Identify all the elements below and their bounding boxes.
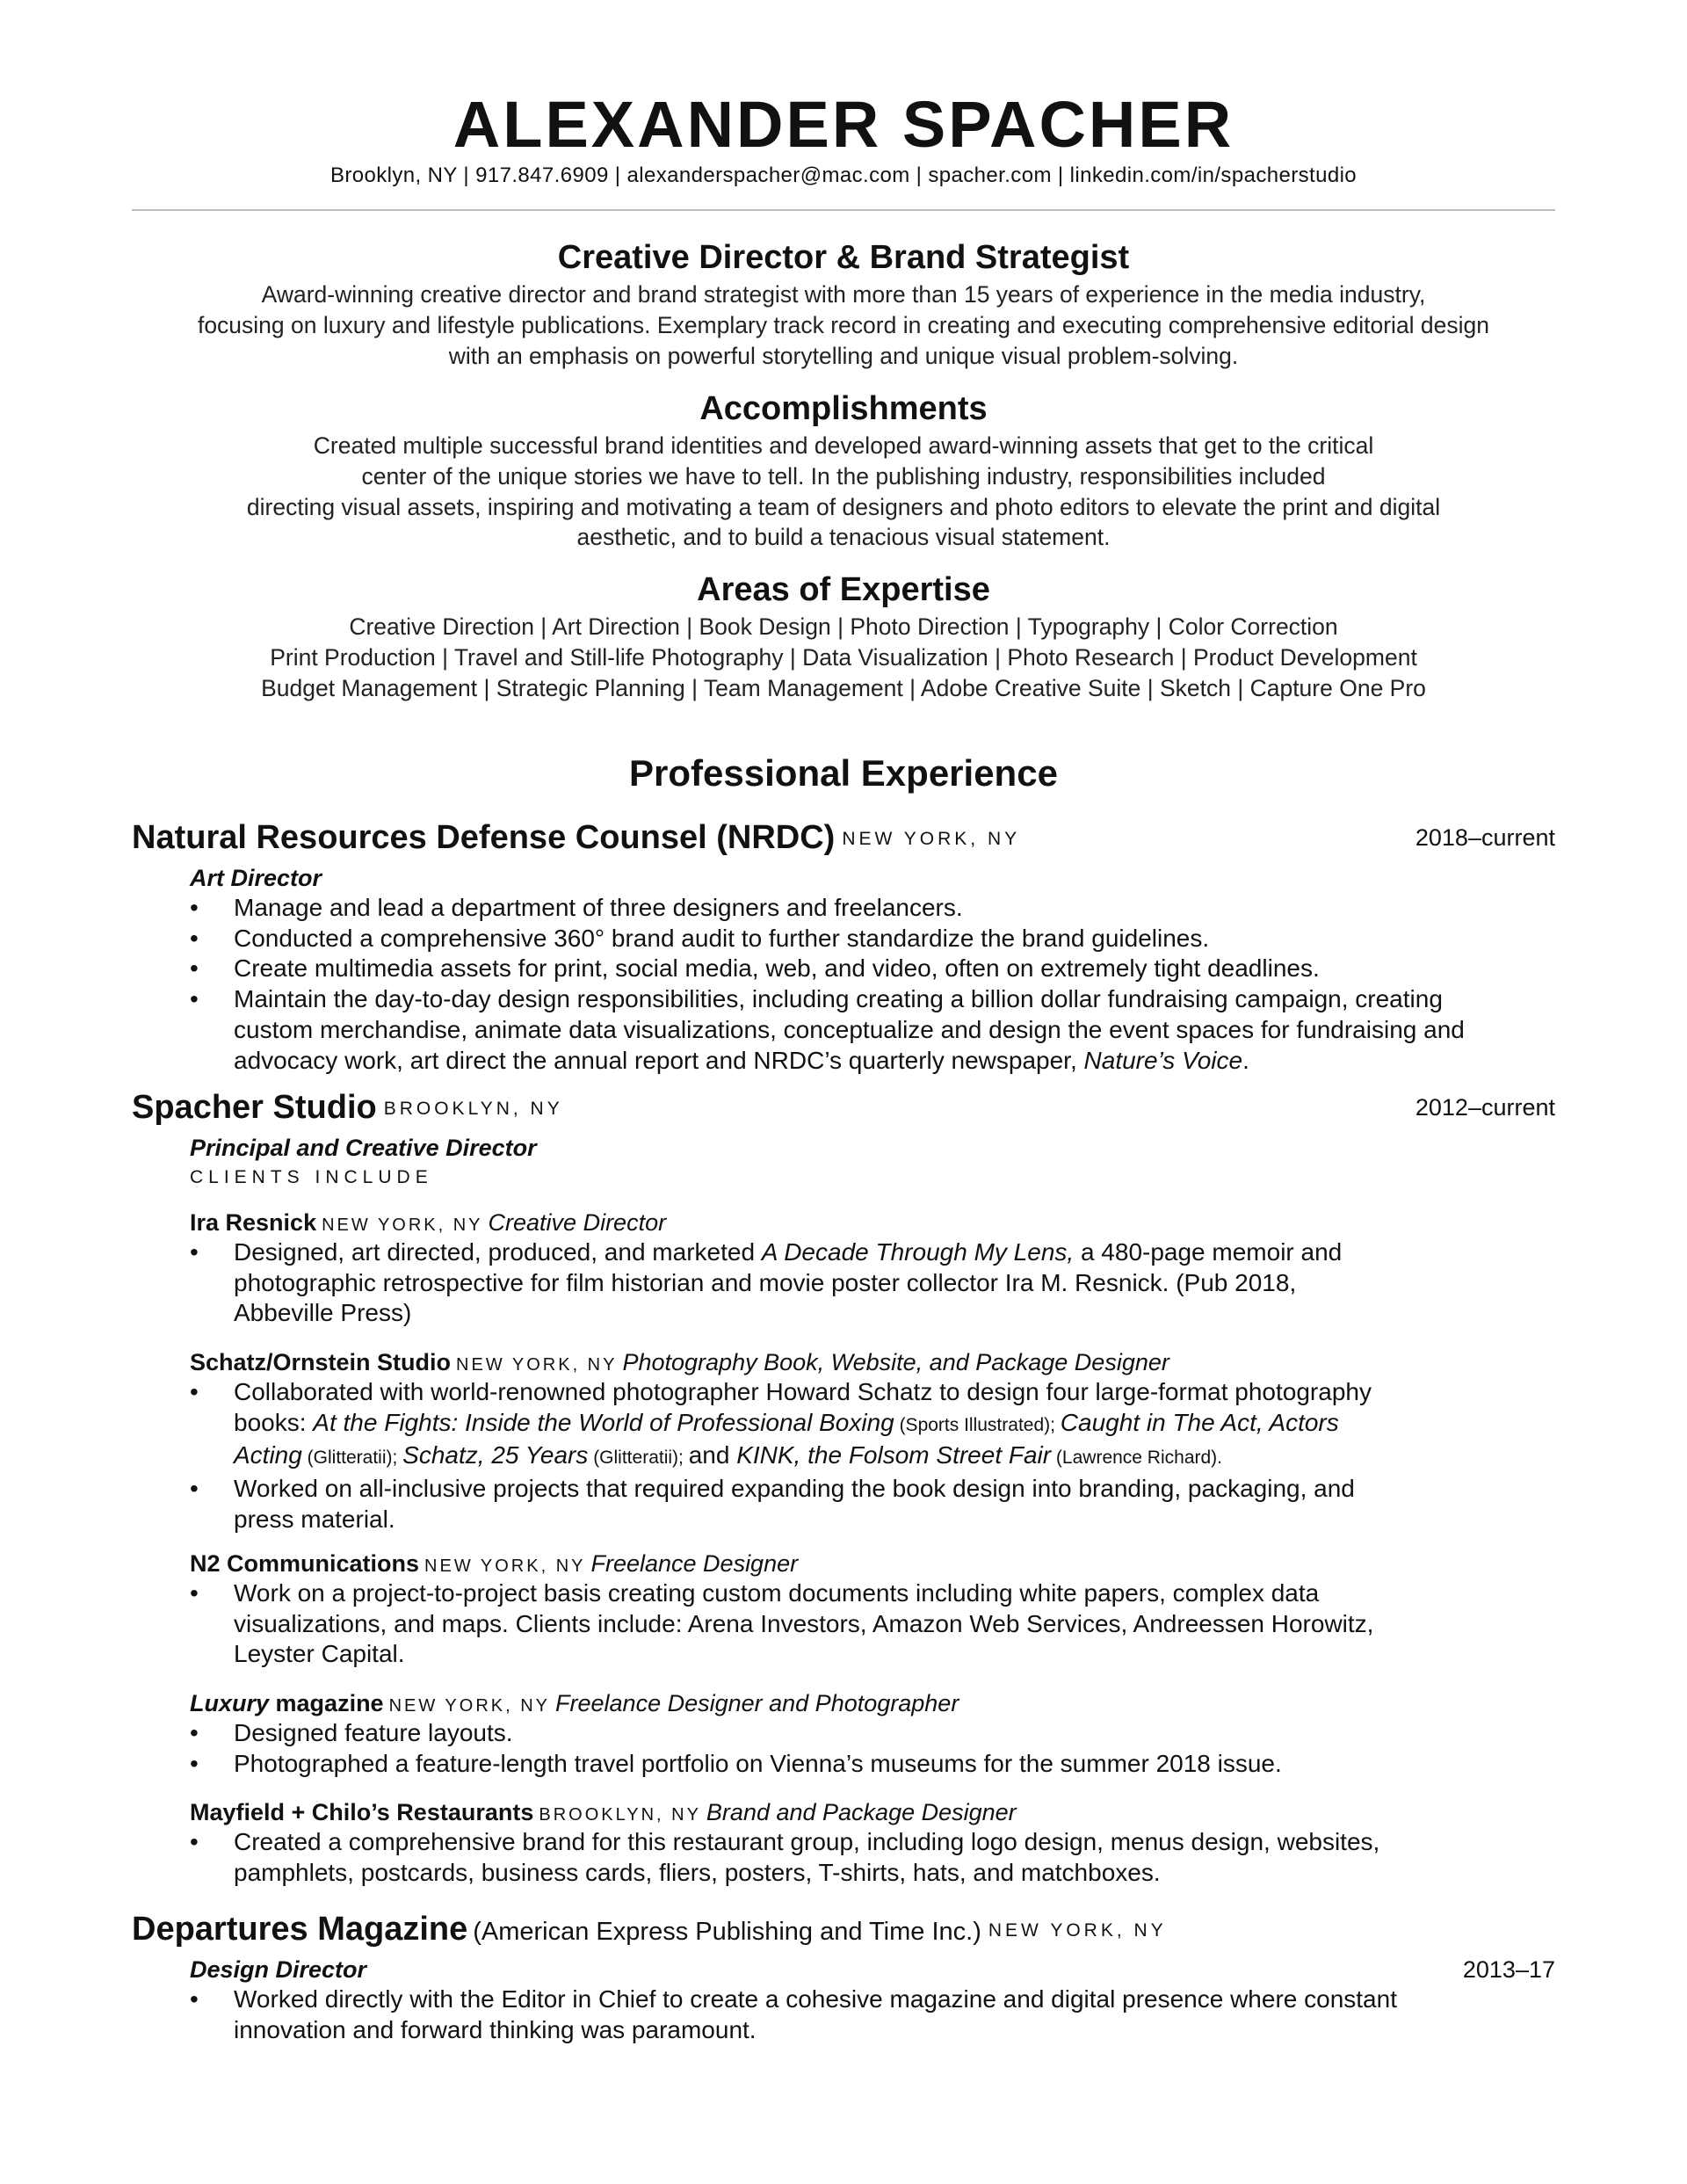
client-n2-communications: N2 Communications NEW YORK, NY Freelance Designer xyxy=(190,1550,799,1577)
bullet-icon: • xyxy=(190,1378,199,1405)
clients-label: CLIENTS INCLUDE xyxy=(190,1167,433,1187)
bullet-item: • Worked on all-inclusive projects that required expanding the book design into branding, packaging, and press material. xyxy=(190,1475,1355,1533)
bullet-item: • Designed, art directed, produced, and marketed A Decade Through My Lens, a 480-page memoir and photographic retrospective for film historian and movie poster collector Ira M. Resnick. (Pub 2018, Abbeville Press) xyxy=(190,1238,1343,1327)
client-luxury-bullets xyxy=(185,1718,1282,1779)
accomplishments-line: Created multiple successful brand identities and developed award-winning assets that get to the critical xyxy=(313,432,1374,459)
org-name: Departures Magazine xyxy=(132,1911,468,1948)
summary-line: Award-winning creative director and brand strategist with more than 15 years of experience in the media industry, xyxy=(261,281,1426,308)
accomplishments-line: directing visual assets, inspiring and motivating a team of designers and photo editors to elevate the print and digital xyxy=(246,493,1441,520)
summary-line: with an emphasis on powerful storytelling and unique visual problem-solving. xyxy=(448,342,1239,369)
accomplishments-text xyxy=(0,431,1687,553)
expertise-line: Print Production | Travel and Still-life Photography | Data Visualization | Photo Research | Product Development xyxy=(270,643,1417,671)
header-divider xyxy=(132,209,1555,211)
bullet-icon: • xyxy=(190,894,199,921)
bullet-icon: • xyxy=(190,954,199,983)
experience-heading: Professional Experience xyxy=(629,752,1058,794)
bullet-item: • Conducted a comprehensive 360° brand audit to further standardize the brand guidelines. xyxy=(185,924,1465,954)
job-nrdc-org xyxy=(132,816,1020,861)
summary-text xyxy=(0,279,1687,371)
org-location: BROOKLYN, NY xyxy=(383,1099,563,1119)
job-departures-role: Design Director xyxy=(190,1956,367,1983)
bullet-item: • Work on a project-to-project basis creating custom documents including white papers, complex data visualizations, and maps. Clients include: Arena Investors, Amazon Web Services, Andreessen Horowitz, Leyster Capital. xyxy=(190,1579,1374,1668)
client-ira-resnick: Ira Resnick NEW YORK, NY Creative Director xyxy=(190,1209,667,1236)
bullet-icon: • xyxy=(190,924,199,952)
client-n2-bullets xyxy=(185,1578,1373,1670)
bullet-item: • Maintain the day-to-day design responsibilities, including creating a billion dollar fundraising campaign, creating custom merchandise, animate data visualizations, conceptualize and design the event spaces for fundraising and advocacy work, art direct the annual report and NRDC’s quarterly newspaper, Nature’s Voice. xyxy=(190,985,1465,1074)
bullet-icon: • xyxy=(190,1828,199,1855)
client-ira-bullets xyxy=(185,1237,1342,1329)
job-departures-org xyxy=(132,1907,1167,1954)
bullet-item: • Worked directly with the Editor in Chief to create a cohesive magazine and digital presence where constant innovation and forward thinking was paramount. xyxy=(190,1985,1397,2043)
bullet-icon: • xyxy=(190,1579,199,1607)
client-schatz-bullets xyxy=(185,1377,1372,1535)
org-name: Spacher Studio xyxy=(132,1089,377,1126)
job-spacher-role: Principal and Creative Director xyxy=(190,1135,537,1161)
expertise-line: Budget Management | Strategic Planning | Team Management | Adobe Creative Suite | Sketch | Capture One Pro xyxy=(261,674,1426,701)
bullet-icon: • xyxy=(190,1475,199,1503)
contact-line: Brooklyn, NY | 917.847.6909 | alexanderspacher@mac.com | spacher.com | linkedin.com/in/spacherstudio xyxy=(329,163,1358,187)
client-schatz-ornstein: Schatz/Ornstein Studio NEW YORK, NY Photography Book, Website, and Package Designer xyxy=(190,1349,1169,1375)
job-nrdc-bullets xyxy=(185,893,1465,1076)
client-luxury-magazine: Luxury magazine NEW YORK, NY Freelance Designer and Photographer xyxy=(190,1690,959,1716)
bullet-icon: • xyxy=(190,1238,199,1266)
publication-title: Nature’s Voice xyxy=(1083,1046,1243,1074)
org-location: NEW YORK, NY xyxy=(842,829,1021,849)
job-departures-bullets xyxy=(185,1984,1397,2045)
summary-line: focusing on luxury and lifestyle publications. Exemplary track record in creating and executing comprehensive editorial design xyxy=(197,311,1490,338)
bullet-icon: • xyxy=(190,1719,199,1746)
client-mayfield-bullets xyxy=(185,1827,1379,1888)
expertise-heading: Areas of Expertise xyxy=(697,571,990,608)
bullet-item: • Designed feature layouts. xyxy=(185,1718,1282,1749)
bullet-item: • Create multimedia assets for print, social media, web, and video, often on extremely tight deadlines. xyxy=(185,954,1465,984)
org-location: NEW YORK, NY xyxy=(988,1920,1167,1941)
accomplishments-line: aesthetic, and to build a tenacious visual statement. xyxy=(576,524,1111,551)
bullet-item: • Created a comprehensive brand for this restaurant group, including logo design, menus design, websites, pamphlets, postcards, business cards, fliers, posters, T-shirts, hats, and matchboxes. xyxy=(190,1828,1380,1886)
client-mayfield-chilos: Mayfield + Chilo’s Restaurants BROOKLYN, NY Brand and Package Designer xyxy=(190,1799,1017,1825)
job-spacher-org xyxy=(132,1085,563,1131)
job-nrdc-dates: 2018–current xyxy=(1415,824,1555,851)
bullet-icon: • xyxy=(190,1985,199,2013)
expertise-list xyxy=(0,612,1687,703)
bullet-icon: • xyxy=(190,985,199,1013)
candidate-name: ALEXANDER SPACHER xyxy=(453,88,1234,161)
job-departures-dates: 2013–17 xyxy=(1462,1956,1555,1983)
accomplishments-line: center of the unique stories we have to tell. In the publishing industry, responsibilities included xyxy=(361,462,1326,490)
org-parent: (American Express Publishing and Time Inc.) xyxy=(473,1918,981,1946)
summary-heading: Creative Director & Brand Strategist xyxy=(557,239,1130,276)
org-name: Natural Resources Defense Counsel (NRDC) xyxy=(132,819,836,856)
bullet-item: • Collaborated with world-renowned photographer Howard Schatz to design four large-format photography books: At the Fights: Inside the World of Professional Boxing (Sports Illustrated); Caught in The Act, Actors Acting (Glitteratii); Schatz, 25 Years (Glitteratii); and KINK, the Folsom Street Fair (Lawrence Richard). xyxy=(190,1378,1372,1469)
bullet-item: • Photographed a feature-length travel portfolio on Vienna’s museums for the summer 2018 issue. xyxy=(185,1749,1282,1780)
job-nrdc-role: Art Director xyxy=(190,865,322,891)
bullet-icon: • xyxy=(190,1749,199,1777)
job-spacher-dates: 2012–current xyxy=(1415,1094,1555,1121)
accomplishments-heading: Accomplishments xyxy=(699,390,988,427)
expertise-line: Creative Direction | Art Direction | Book Design | Photo Direction | Typography | Color Correction xyxy=(349,613,1338,640)
bullet-item: • Manage and lead a department of three designers and freelancers. xyxy=(185,893,1465,924)
